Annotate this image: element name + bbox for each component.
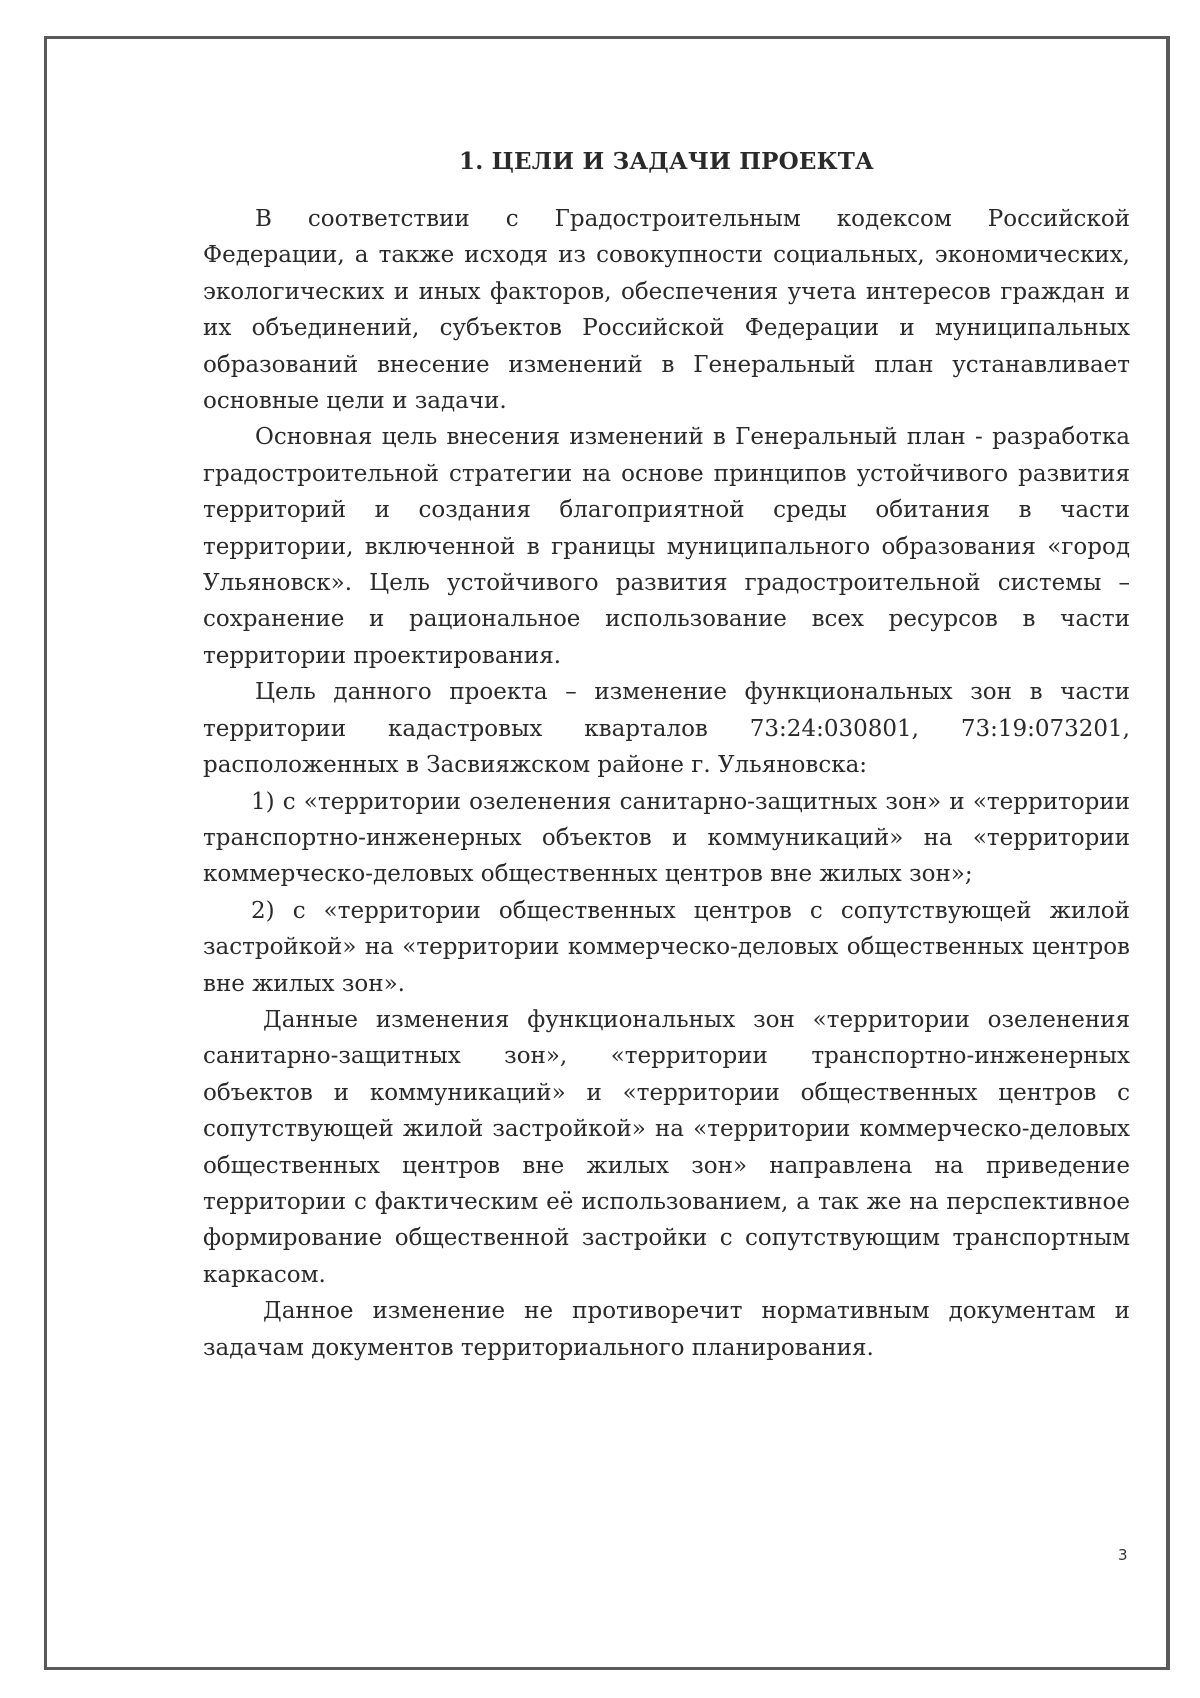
list-item-1: 1) с «территории озеленения санитарно-защитных зон» и «территории транспортно-инженерных объектов и коммуникаций» на «территории коммерческо-деловых общественных центров вне жилых зон»; [203, 788, 1130, 888]
paragraph-intro: В соответствии с Градостроительным кодексом Российской Федерации, а также исходя из совокупности социальных, экономических, экологических и иных факторов, обеспечения учета интересов граждан и их объединений, субъектов Российской Федерации и муниципальных образований внесение изменений в Генеральный план устанавливает основные цели и задачи. [203, 206, 1130, 415]
paragraph-project-goal: Цель данного проекта – изменение функциональных зон в части территории кадастровых кварталов 73:24:030801, 73:19:073201, расположенных в Засвияжском районе г. Ульяновска: [203, 679, 1130, 779]
paragraph-conclusion: Данное изменение не противоречит нормативным документам и задачам документов территориального планирования. [203, 1298, 1130, 1361]
paragraph-zone-changes: Данные изменения функциональных зон «территории озеленения санитарно-защитных зон», «территории транспортно-инженерных объектов и коммуникаций» и «территории общественных центров с сопутствующей жилой застройкой» на «территории коммерческо-деловых общественных центров вне жилых зон» направлена на приведение территории с фактическим её использованием, а так же на перспективное формирование общественной застройки с сопутствующим транспортным каркасом. [203, 1006, 1130, 1288]
document-body [203, 135, 1130, 1366]
list-item-2: 2) с «территории общественных центров с сопутствующей жилой застройкой» на «территории коммерческо-деловых общественных центров вне жилых зон». [203, 897, 1130, 997]
section-heading: 1. ЦЕЛИ И ЗАДАЧИ ПРОЕКТА [459, 148, 874, 175]
paragraph-main-goal: Основная цель внесения изменений в Генеральный план - разработка градостроительной стратегии на основе принципов устойчивого развития территорий и создания благоприятной среды обитания в части территории, включенной в границы муниципального образования «город Ульяновск». Цель устойчивого развития градостроительной системы – сохранение и рациональное использование всех ресурсов в части территории проектирования. [203, 424, 1130, 669]
page-number: 3 [1118, 1546, 1128, 1564]
